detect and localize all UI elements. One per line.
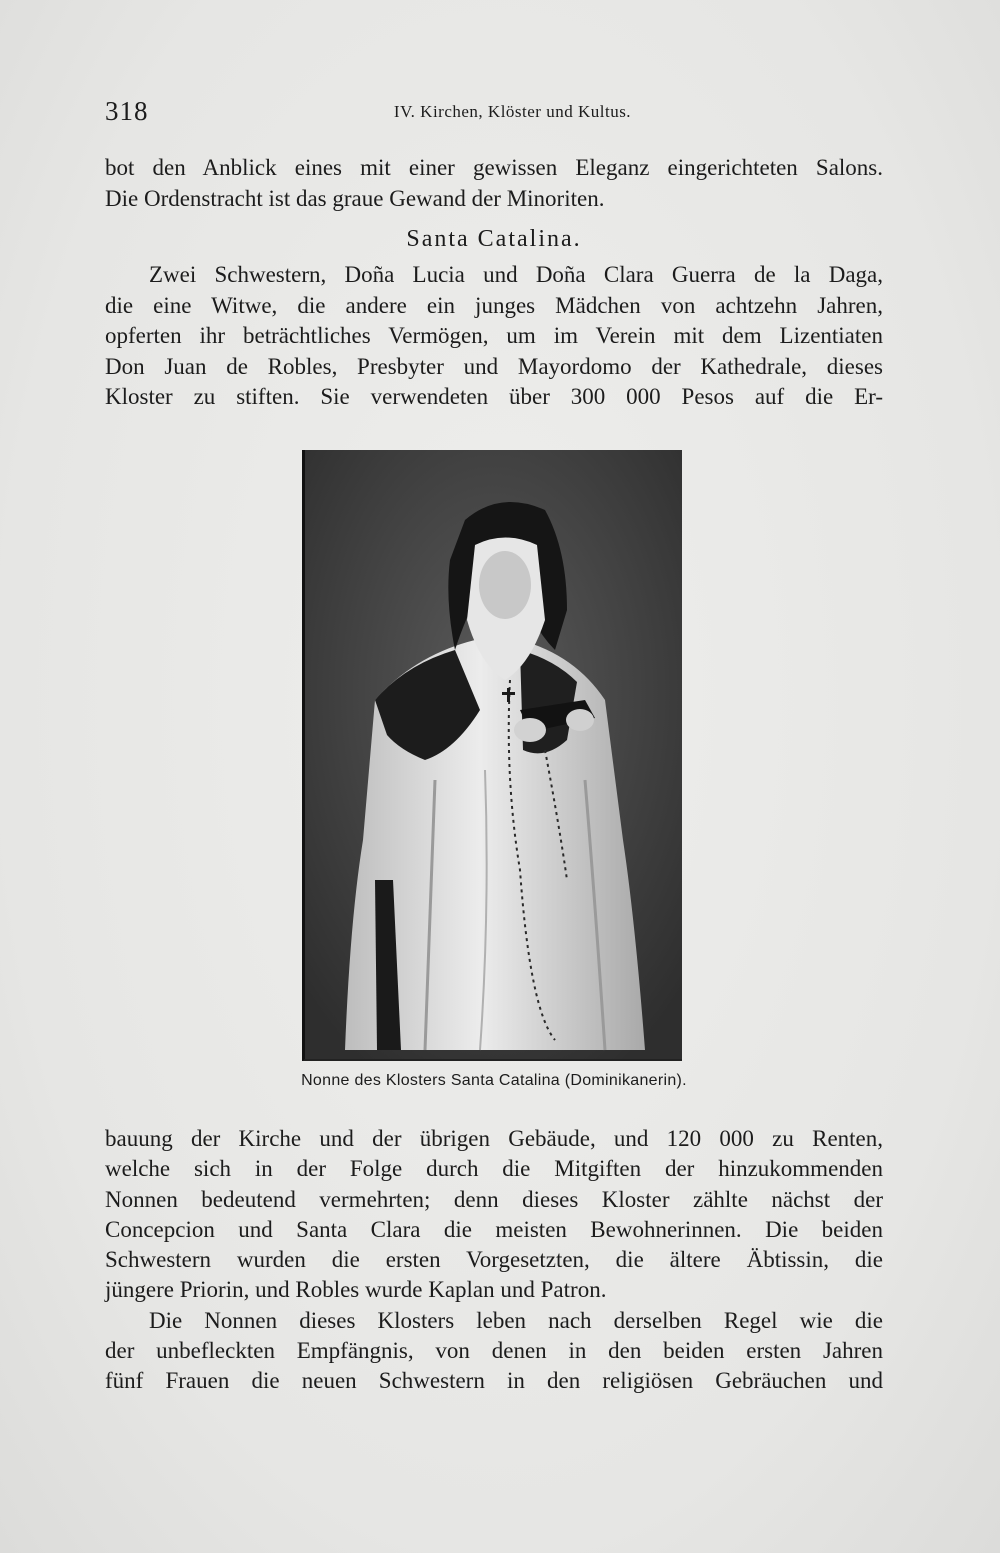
text-line: Kloster zu stiften. Sie verwendeten über 300 000 Pesos auf die Er-: [105, 384, 883, 409]
text-line: Nonnen bedeutend vermehrten; denn dieses Kloster zählte nächst der: [105, 1186, 883, 1212]
text-line: fünf Frauen die neuen Schwestern in den religiösen Gebräuchen und: [105, 1368, 883, 1394]
paragraph-santa-catalina-2: [105, 1124, 883, 1397]
text-line: jüngere Priorin, und Robles wurde Kaplan und Patron.: [105, 1277, 607, 1303]
text-line: Die Nonnen dieses Klosters leben nach derselben Regel wie die: [149, 1307, 883, 1333]
text-line: Schwestern wurden die ersten Vorgesetzten, die ältere Äbtissin, die: [105, 1247, 883, 1273]
text-line: Zwei Schwestern, Doña Lucia und Doña Clara Guerra de la Daga,: [149, 262, 883, 287]
text-line: bot den Anblick eines mit einer gewissen Eleganz eingerichteten Salons.: [105, 155, 883, 180]
text-line: Don Juan de Robles, Presbyter und Mayordomo der Kathedrale, dieses: [105, 353, 883, 379]
text-line: bauung der Kirche und der übrigen Gebäude, und 120 000 zu Renten,: [105, 1126, 883, 1151]
text-line: Die Ordenstracht ist das graue Gewand der Minoriten.: [105, 185, 605, 211]
figure-caption: Nonne des Klosters Santa Catalina (Dominikanerin).: [301, 1072, 687, 1089]
nun-photograph: [302, 450, 682, 1061]
text-line: die eine Witwe, die andere ein junges Mädchen von achtzehn Jahren,: [105, 292, 883, 318]
text-line: Concepcion und Santa Clara die meisten Bewohnerinnen. Die beiden: [105, 1216, 883, 1242]
text-line: opferten ihr beträchtliches Vermögen, um im Verein mit dem Lizentiaten: [105, 323, 883, 348]
text-line: der unbefleckten Empfängnis, von denen in den beiden ersten Jahren: [105, 1338, 883, 1364]
top-paragraph: [105, 153, 883, 214]
text-line: welche sich in der Folge durch die Mitgiften der hinzukommenden: [105, 1156, 883, 1182]
section-heading: Santa Catalina.: [406, 226, 582, 252]
page-header: [105, 96, 880, 132]
paragraph-santa-catalina-1: [105, 260, 883, 413]
page-number: 318: [105, 96, 149, 126]
nun-figure-illustration: [305, 450, 682, 1059]
running-head: IV. Kirchen, Klöster und Kultus.: [393, 102, 632, 121]
